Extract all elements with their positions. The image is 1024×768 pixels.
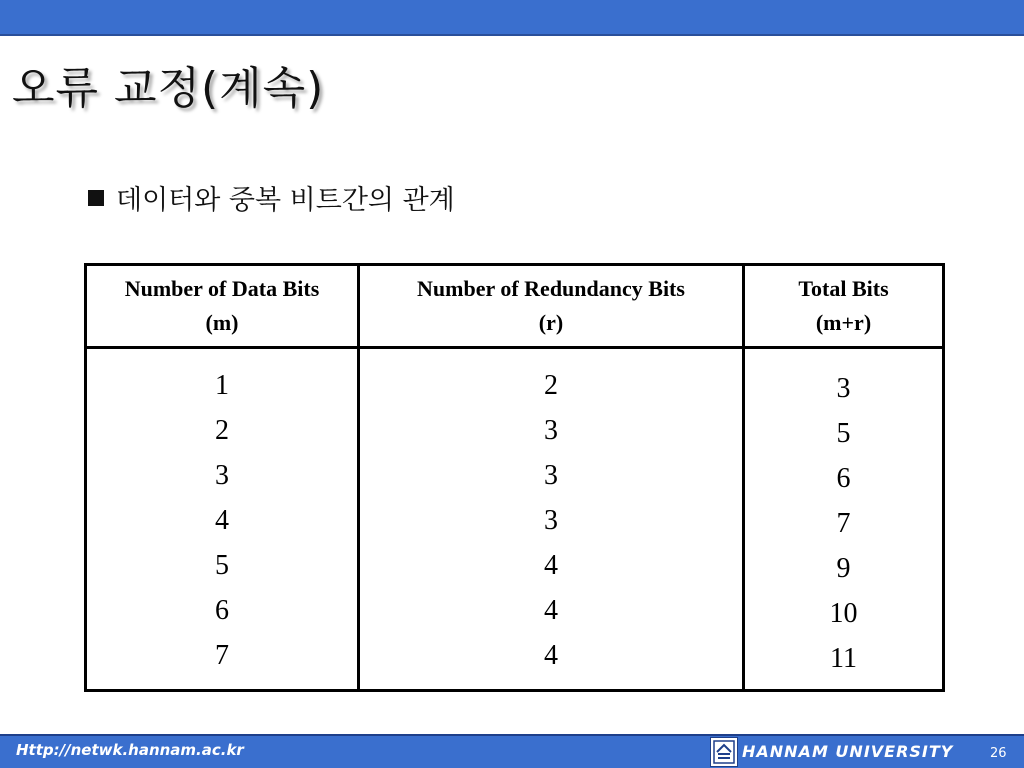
top-bar-divider (0, 34, 1024, 36)
header-sublabel: (r) (538, 310, 564, 335)
table-cell: 7 (836, 508, 851, 539)
footer-url[interactable]: Http://netwk.hannam.ac.kr (16, 741, 244, 759)
table-cell: 10 (829, 598, 858, 629)
table-cell: 5 (215, 550, 229, 581)
table-cell: 5 (836, 418, 851, 449)
table-cell: 4 (544, 640, 558, 671)
table-cell: 7 (215, 640, 229, 671)
table-cell: 4 (215, 505, 229, 536)
header-sublabel: (m+r) (815, 310, 872, 335)
table-cell: 4 (544, 595, 558, 626)
header-label: Total Bits (798, 276, 889, 301)
bits-table (84, 263, 945, 692)
total-bits-column (744, 348, 944, 691)
subtitle (88, 178, 455, 217)
table-cell: 3 (544, 505, 558, 536)
table-cell: 1 (215, 370, 229, 401)
header-redundancy-bits (359, 265, 744, 348)
header-sublabel: (m) (205, 310, 239, 335)
table-cell: 2 (215, 415, 229, 446)
table-cell: 2 (544, 370, 558, 401)
header-label: Number of Data Bits (124, 276, 320, 301)
subtitle-text: 데이터와 중복 비트간의 관계 (116, 185, 455, 216)
table-body-row (86, 348, 944, 691)
hannam-logo-icon (710, 737, 738, 767)
table-cell: 3 (215, 460, 229, 491)
redundancy-bits-column (359, 348, 744, 691)
header-total-bits (744, 265, 944, 348)
slide-title: 오류 교정(계속) (12, 63, 325, 114)
square-bullet-icon (88, 190, 104, 206)
table-cell: 6 (836, 463, 851, 494)
top-bar (0, 0, 1024, 34)
table-header-row (86, 265, 944, 348)
table-cell: 6 (215, 595, 229, 626)
table-cell: 3 (836, 373, 851, 404)
page-number: 26 (990, 746, 1007, 761)
header-label: Number of Redundancy Bits (417, 276, 685, 301)
table-cell: 9 (836, 553, 851, 584)
university-name: HANNAM UNIVERSITY (742, 742, 954, 761)
table-cell: 11 (830, 643, 857, 674)
header-data-bits (86, 265, 359, 348)
table-cell: 3 (544, 460, 558, 491)
table-cell: 4 (544, 550, 558, 581)
data-bits-column (86, 348, 359, 691)
table-cell: 3 (544, 415, 558, 446)
